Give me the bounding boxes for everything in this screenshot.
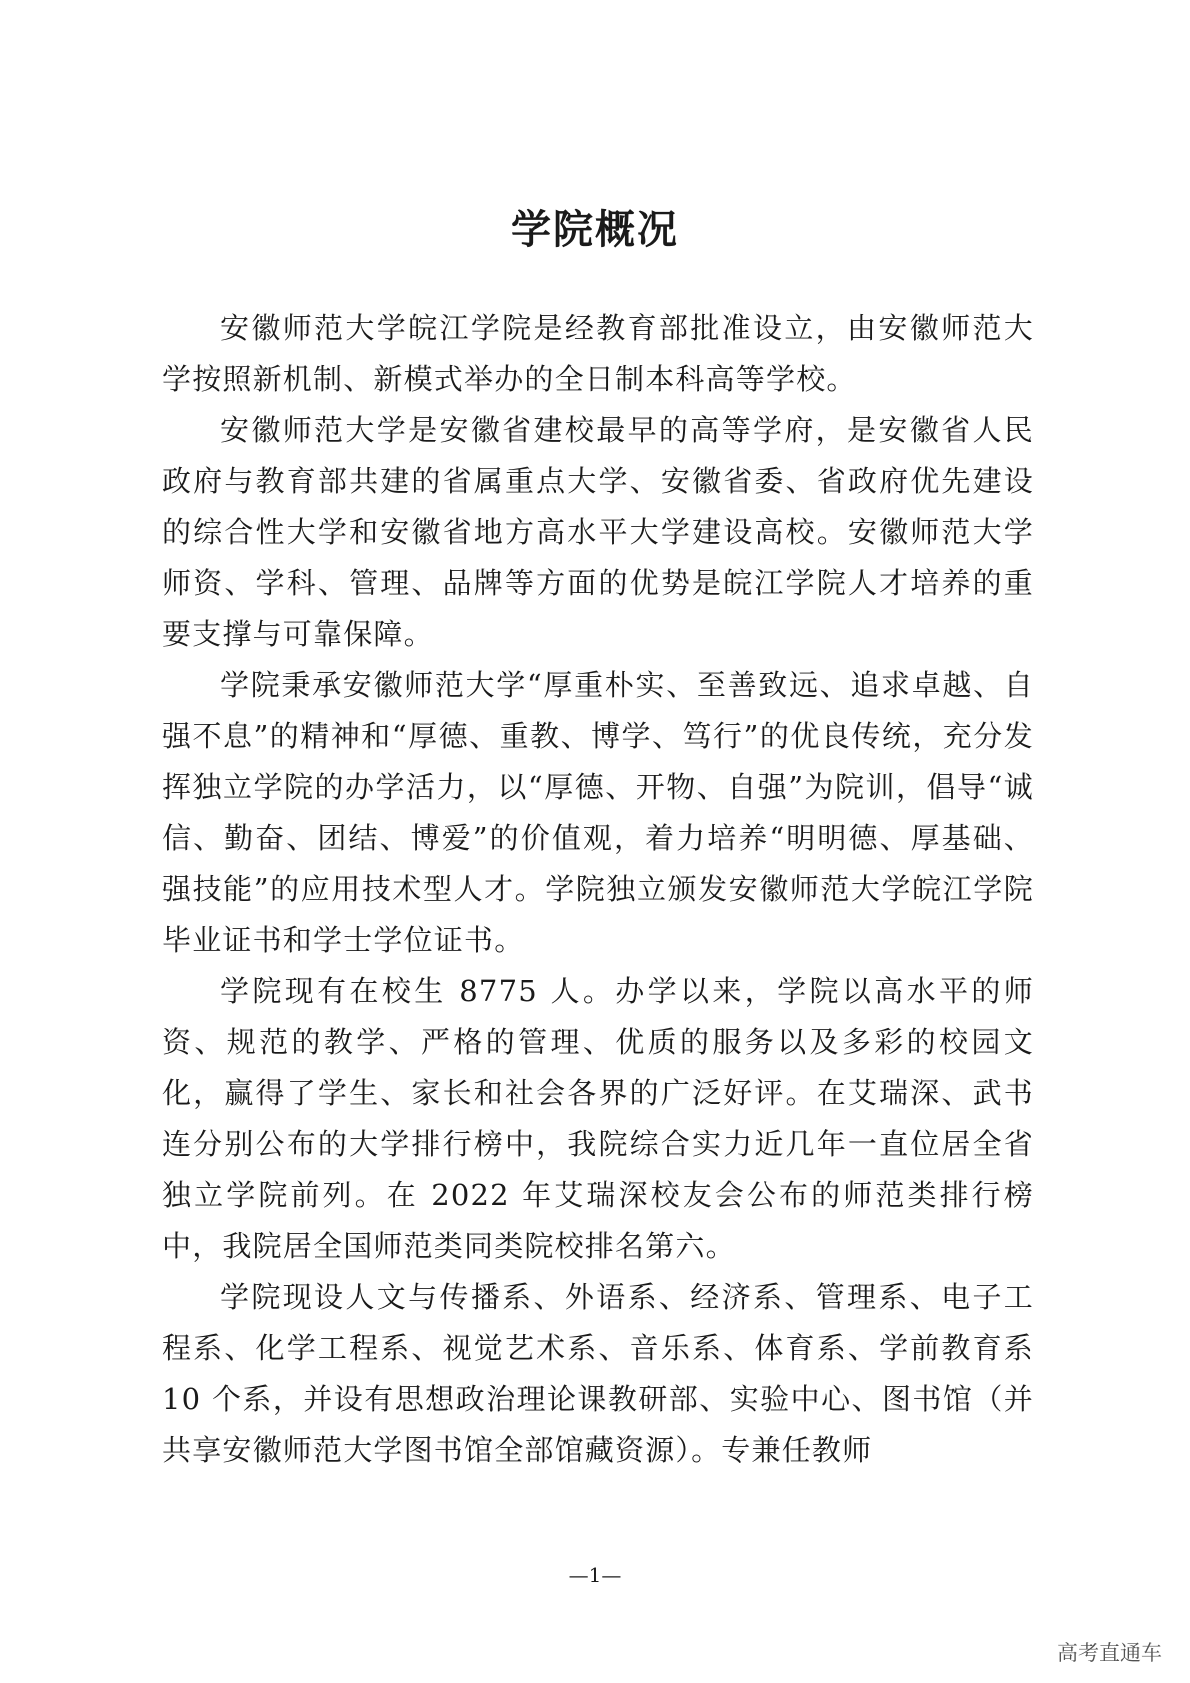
paragraph-university: 安徽师范大学是安徽省建校最早的高等学府，是安徽省人民政府与教育部共建的省属重点大学、安徽省委、省政府优先建设的综合性大学和安徽省地方高水平大学建设高校。安徽师范大学师资、学科、管理、品牌等方面的优势是皖江学院人才培养的重要支撑与可靠保障。 — [162, 413, 1034, 651]
paragraph-spirit: 学院秉承安徽师范大学“厚重朴实、至善致远、追求卓越、自强不息”的精神和“厚德、重教、博学、笃行”的优良传统，充分发挥独立学院的办学活力，以“厚德、开物、自强”为院训，倡导“诚信、勤奋、团结、博爱”的价值观，着力培养“明明德、厚基础、强技能”的应用技术型人才。学院独立颁发安徽师范大学皖江学院毕业证书和学士学位证书。 — [162, 668, 1034, 957]
paragraph-departments: 学院现设人文与传播系、外语系、经济系、管理系、电子工程系、化学工程系、视觉艺术系、音乐系、体育系、学前教育系 10 个系，并设有思想政治理论课教研部、实验中心、图书馆（并共享安徽师范大学图书馆全部馆藏资源）。专兼任教师 — [162, 1280, 1034, 1467]
paragraph-intro: 安徽师范大学皖江学院是经教育部批准设立，由安徽师范大学按照新机制、新模式举办的全日制本科高等学校。 — [162, 311, 1034, 396]
document-body — [162, 303, 1034, 1476]
paragraph-students: 学院现有在校生 8775 人。办学以来，学院以高水平的师资、规范的教学、严格的管理、优质的服务以及多彩的校园文化，赢得了学生、家长和社会各界的广泛好评。在艾瑞深、武书连分别公布的大学排行榜中，我院综合实力近几年一直位居全省独立学院前列。在 2022 年艾瑞深校友会公布的师范类排行榜中，我院居全国师范类同类院校排名第六。 — [162, 974, 1034, 1263]
page-number: —1— — [568, 1563, 622, 1587]
page-title: 学院概况 — [511, 206, 679, 253]
watermark-text: 高考直通车 — [1057, 1641, 1162, 1665]
